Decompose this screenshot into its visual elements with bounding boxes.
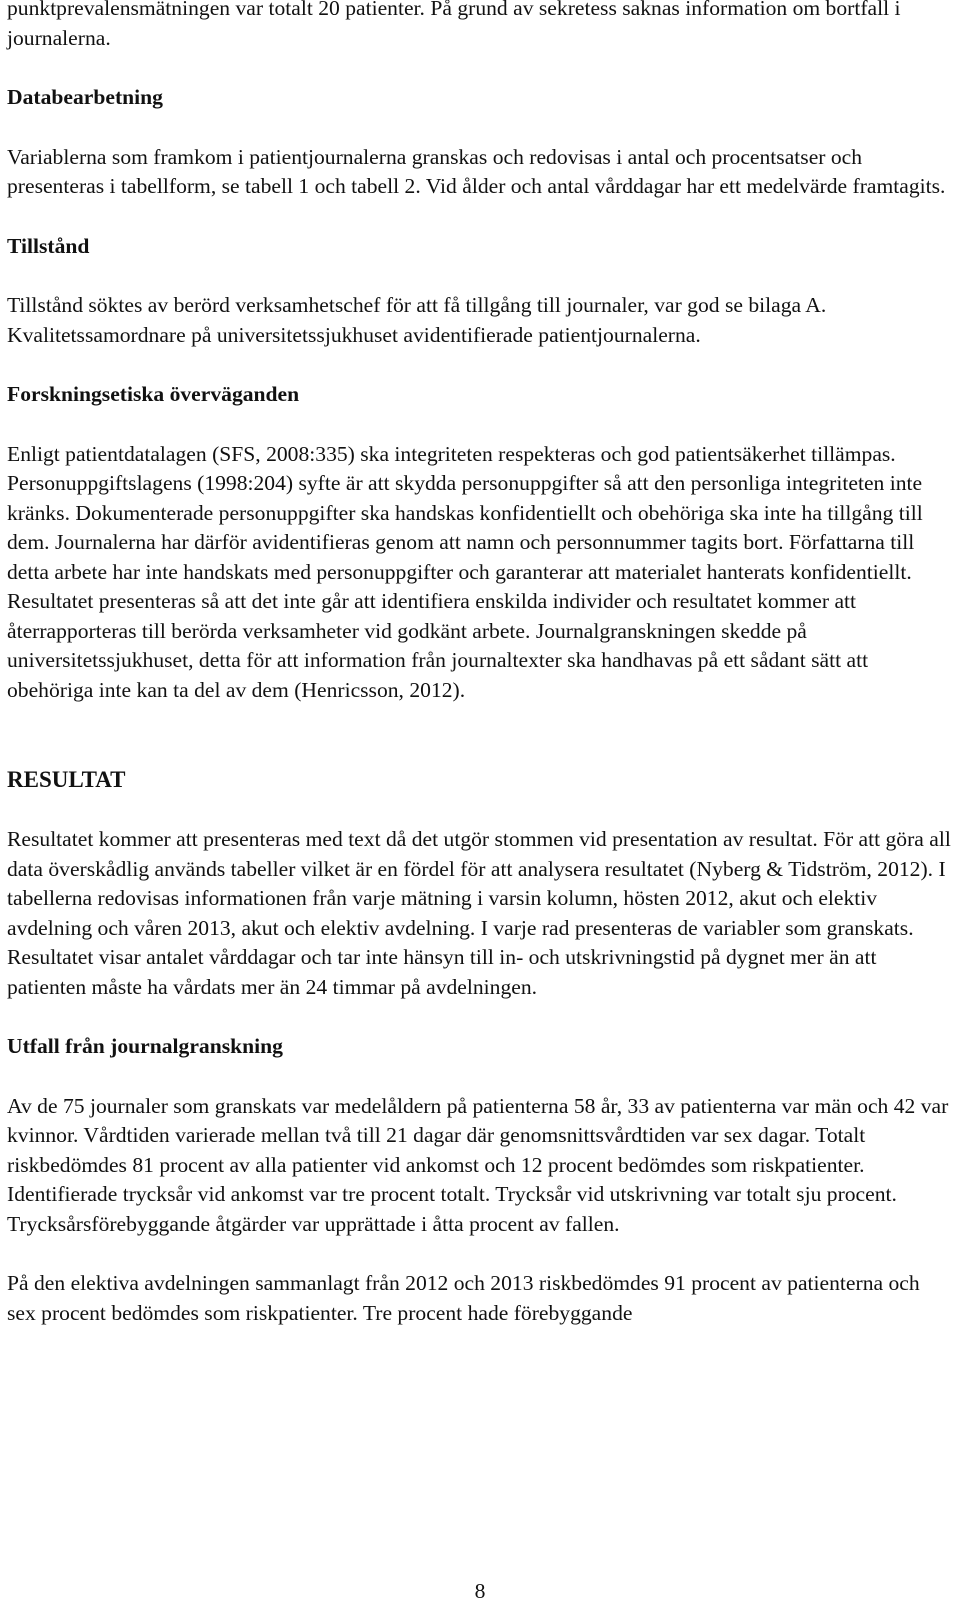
paragraph-databearbetning: Variablerna som framkom i patientjournalerna granskas och redovisas i antal och procentsatser och presenteras i tabellform, se tabell 1 och tabell 2. Vid ålder och antal vårddagar har ett medelvärde framtagits. <box>7 144 946 198</box>
paragraph-utfall: Av de 75 journaler som granskats var medelåldern på patienterna 58 år, 33 av patienterna var män och 42 var kvinnor. Vårdtiden varierade mellan två till 21 dagar där genomsnittsvårdtiden var sex dagar. Totalt riskbedömdes 81 procent av alla patienter vid ankomst och 12 procent bedömdes som riskpatienter. Identifierade trycksår vid ankomst var tre procent totalt. Trycksår vid utskrivning var totalt sju procent. Trycksårsförebyggande åtgärder var upprättade i åtta procent av fallen. <box>7 1093 949 1236</box>
heading-databearbetning: Databearbetning <box>7 85 163 109</box>
paragraph-forskningsetik: Enligt patientdatalagen (SFS, 2008:335) ska integriteten respekteras och god patientsäkerhet tillämpas. Personuppgiftslagens (1998:204) syfte är att skydda personuppgifter så att den personliga integriteten inte kränks. Dokumenterade personuppgifter ska handskas konfidentiellt och obehöriga ska inte ha tillgång till dem. Journalerna har därför avidentifieras genom att namn och personnummer tagits bort. Författarna till detta arbete har inte handskats med personuppgifter och garanterar att materialet hanterats konfidentiellt. Resultatet presenteras så att det inte går att identifiera enskilda individer och resultatet kommer att återrapporteras till berörda verksamheter vid godkänt arbete. Journalgranskningen skedde på universitetssjukhuset, detta för att information från journaltexter ska handhavas på ett sådant sätt att obehöriga inte kan ta del av dem (Henricsson, 2012). <box>7 441 923 702</box>
paragraph-resultat: Resultatet kommer att presenteras med text då det utgör stommen vid presentation av resultat. För att göra all data överskådlig används tabeller vilket är en fördel för att analysera resultatet (Nyberg & Tidström, 2012). I tabellerna redovisas informationen från varje mätning i varsin kolumn, hösten 2012, akut och elektiv avdelning och våren 2013, akut och elektiv avdelning. I varje rad presenteras de variabler som granskats. Resultatet visar antalet vårddagar och tar inte hänsyn till in- och utskrivningstid på dygnet mer än att patienten måste ha vårdats mer än 24 timmar på avdelningen. <box>7 827 951 999</box>
paragraph-tillstand: Tillstånd söktes av berörd verksamhetschef för att få tillgång till journaler, var god se bilaga A. Kvalitetssamordnare på universitetssjukhuset avidentifierade patientjournalerna. <box>7 293 827 347</box>
document-page <box>7 0 953 1328</box>
heading-resultat: RESULTAT <box>7 767 126 792</box>
page-number: 8 <box>474 1579 486 1603</box>
paragraph-elektiv-avdelning: På den elektiva avdelningen sammanlagt från 2012 och 2013 riskbedömdes 91 procent av patienterna och sex procent bedömdes som riskpatienter. Tre procent hade förebyggande <box>7 1271 920 1325</box>
heading-utfall: Utfall från journalgranskning <box>7 1034 283 1058</box>
heading-tillstand: Tillstånd <box>7 233 90 258</box>
intro-continuation-paragraph: punktprevalensmätningen var totalt 20 patienter. På grund av sekretess saknas information om bortfall i journalerna. <box>7 0 901 50</box>
heading-forskningsetik: Forskningsetiska överväganden <box>7 382 300 406</box>
